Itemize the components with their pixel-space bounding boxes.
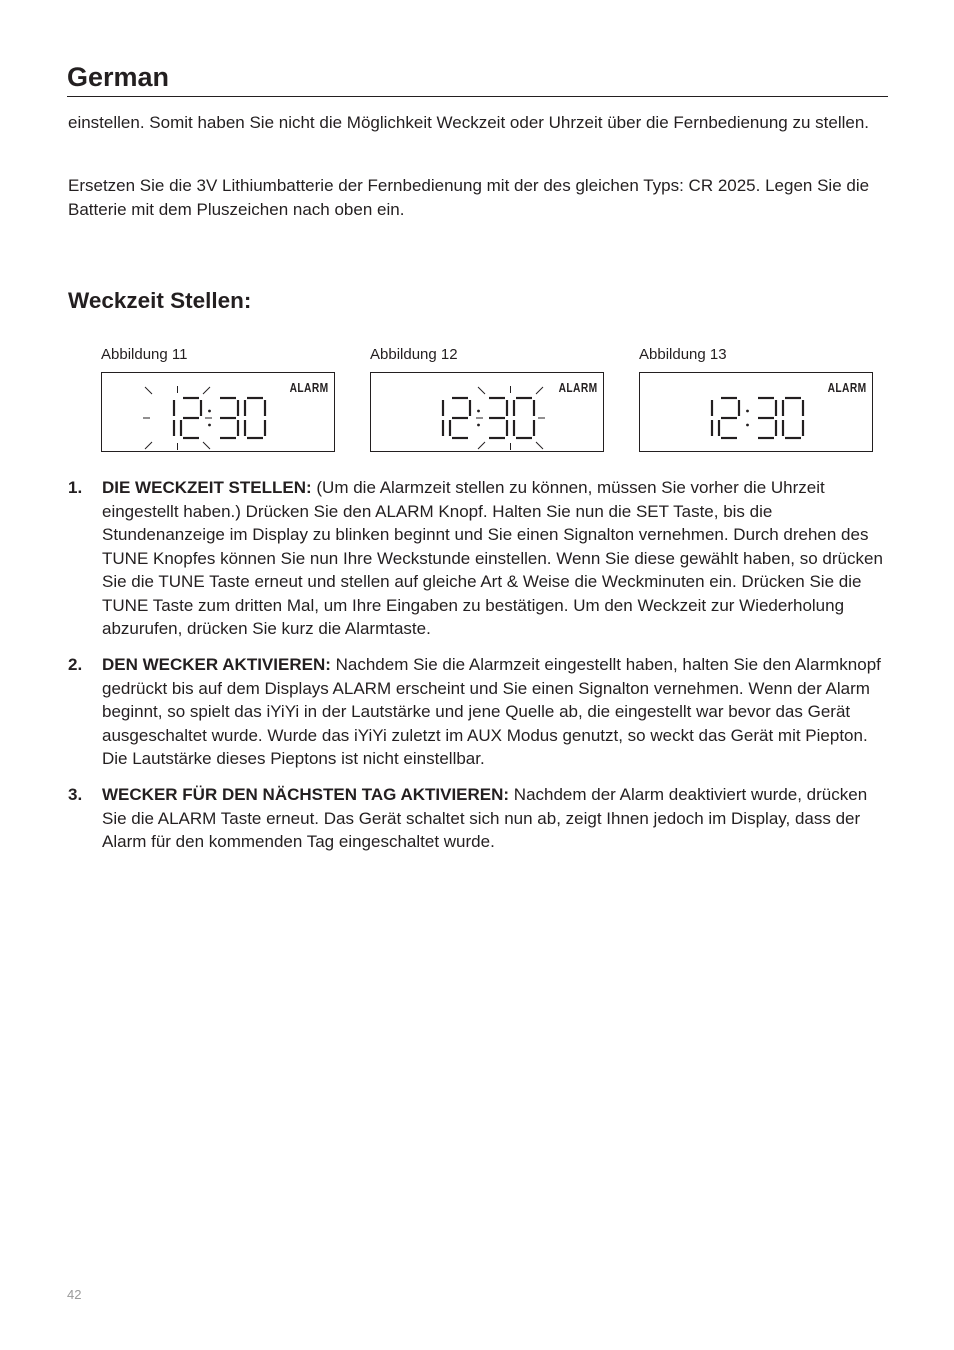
step-heading: DIE WECKZEIT STELLEN: [102,478,312,497]
figure-caption: Abbildung 11 [101,346,188,363]
list-number: 1. [68,478,83,497]
section-title: Weckzeit Stellen: [68,288,252,313]
list-number: 2. [68,655,83,674]
lcd-colon-dot [746,410,749,413]
figure-caption: Abbildung 13 [639,346,727,363]
lcd-digit [245,398,265,438]
list-number: 3. [68,785,83,804]
blink-ray [145,387,152,394]
step-text: Nachdem der Alarm deaktiviert wurde, drücken Sie die ALARM Taste erneut. Das Gerät schaltet sich nun ab, zeigt Ihnen jedoch im Display, dass der Alarm für den kommenden Tag eingeschaltet wurde. [102,785,868,851]
alarm-indicator: ALARM [827,381,867,395]
blink-ray [478,442,485,449]
blink-rays [476,386,545,450]
blink-ray [145,442,152,449]
alarm-indicator: ALARM [289,381,329,395]
lcd-colon [746,410,749,427]
lcd-digit [719,398,739,438]
battery-paragraph: Ersetzen Sie die 3V Lithiumbatterie der Fernbedienung mit der des gleichen Typs: CR 2025. Legen Sie die Batterie mit dem Pluszeichen nach oben ein. [68,176,870,219]
list-item [68,476,884,641]
step-text: Nachdem Sie die Alarmzeit eingestellt haben, halten Sie den Alarmknopf gedrückt bis auf dem Displays ALARM erscheint und Sie einen Signalton vernehmen. Wenn der Alarm beginnt, so spielt das iYiYi in der Lautstärke und jene Quelle ab, die eingestellt war bevor das Gerät ausgeschaltet wurde. Wurde das iYiYi zuletzt im AUX Modus genutzt, so weckt das Gerät mit Piepton. Die Lautstärke dieses Pieptons ist nicht einstellbar. [102,655,881,768]
blink-ray [478,387,485,394]
lcd-digit [783,398,803,438]
lcd-digit [220,398,238,438]
alarm-indicator: ALARM [558,381,598,395]
lcd-colon-dot [746,424,749,427]
lcd-colon-dot [208,424,211,427]
intro-paragraph: einstellen. Somit haben Sie nicht die Möglichkeit Weckzeit oder Uhrzeit über die Fernbedienung zu stellen. [68,113,870,132]
lcd-digit [181,398,201,438]
figure-caption: Abbildung 12 [370,346,458,363]
page-number: 42 [67,1287,82,1302]
list-item [68,783,884,854]
step-text: (Um die Alarmzeit stellen zu können, müssen Sie vorher die Uhrzeit eingestellt haben.) Drücken Sie den ALARM Knopf. Halten Sie nun die SET Taste, bis die Stundenanzeige im Display zu blinken beginnt und Sie einen Signalton vernehmen. Durch drehen des TUNE Knopfes können Sie nun Ihre Weckstunde einstellen. Wenn Sie diese gewählt haben, so drücken Sie die TUNE Taste erneut und stellen auf gleiche Art & Weise die Weckminuten ein. Drücken Sie die TUNE Taste zum dritten Mal, um Ihre Eingaben zu bestätigen. Um den Weckzeit zur Wiederholung abzurufen, drücken Sie kurz die Alarmtaste. [102,478,883,638]
lcd-display-figure-13 [639,372,873,452]
lcd-digit [489,398,507,438]
blink-rays [143,386,212,450]
page-title: German [67,60,888,97]
lcd-display-figure-11 [101,372,335,452]
blink-ray [536,387,543,394]
lcd-digit [758,398,776,438]
lcd-display-figure-12 [370,372,604,452]
lcd-digit [514,398,534,438]
lcd-colon-dot [477,410,480,413]
step-heading: DEN WECKER AKTIVIEREN: [102,655,331,674]
blink-ray [203,387,210,394]
blink-ray [203,442,210,449]
step-heading: WECKER FÜR DEN NÄCHSTEN TAG AKTIVIEREN: [102,785,510,804]
blink-ray [536,442,543,449]
list-item [68,653,884,771]
lcd-colon-dot [477,424,480,427]
lcd-colon-dot [208,410,211,413]
lcd-digit [450,398,470,438]
